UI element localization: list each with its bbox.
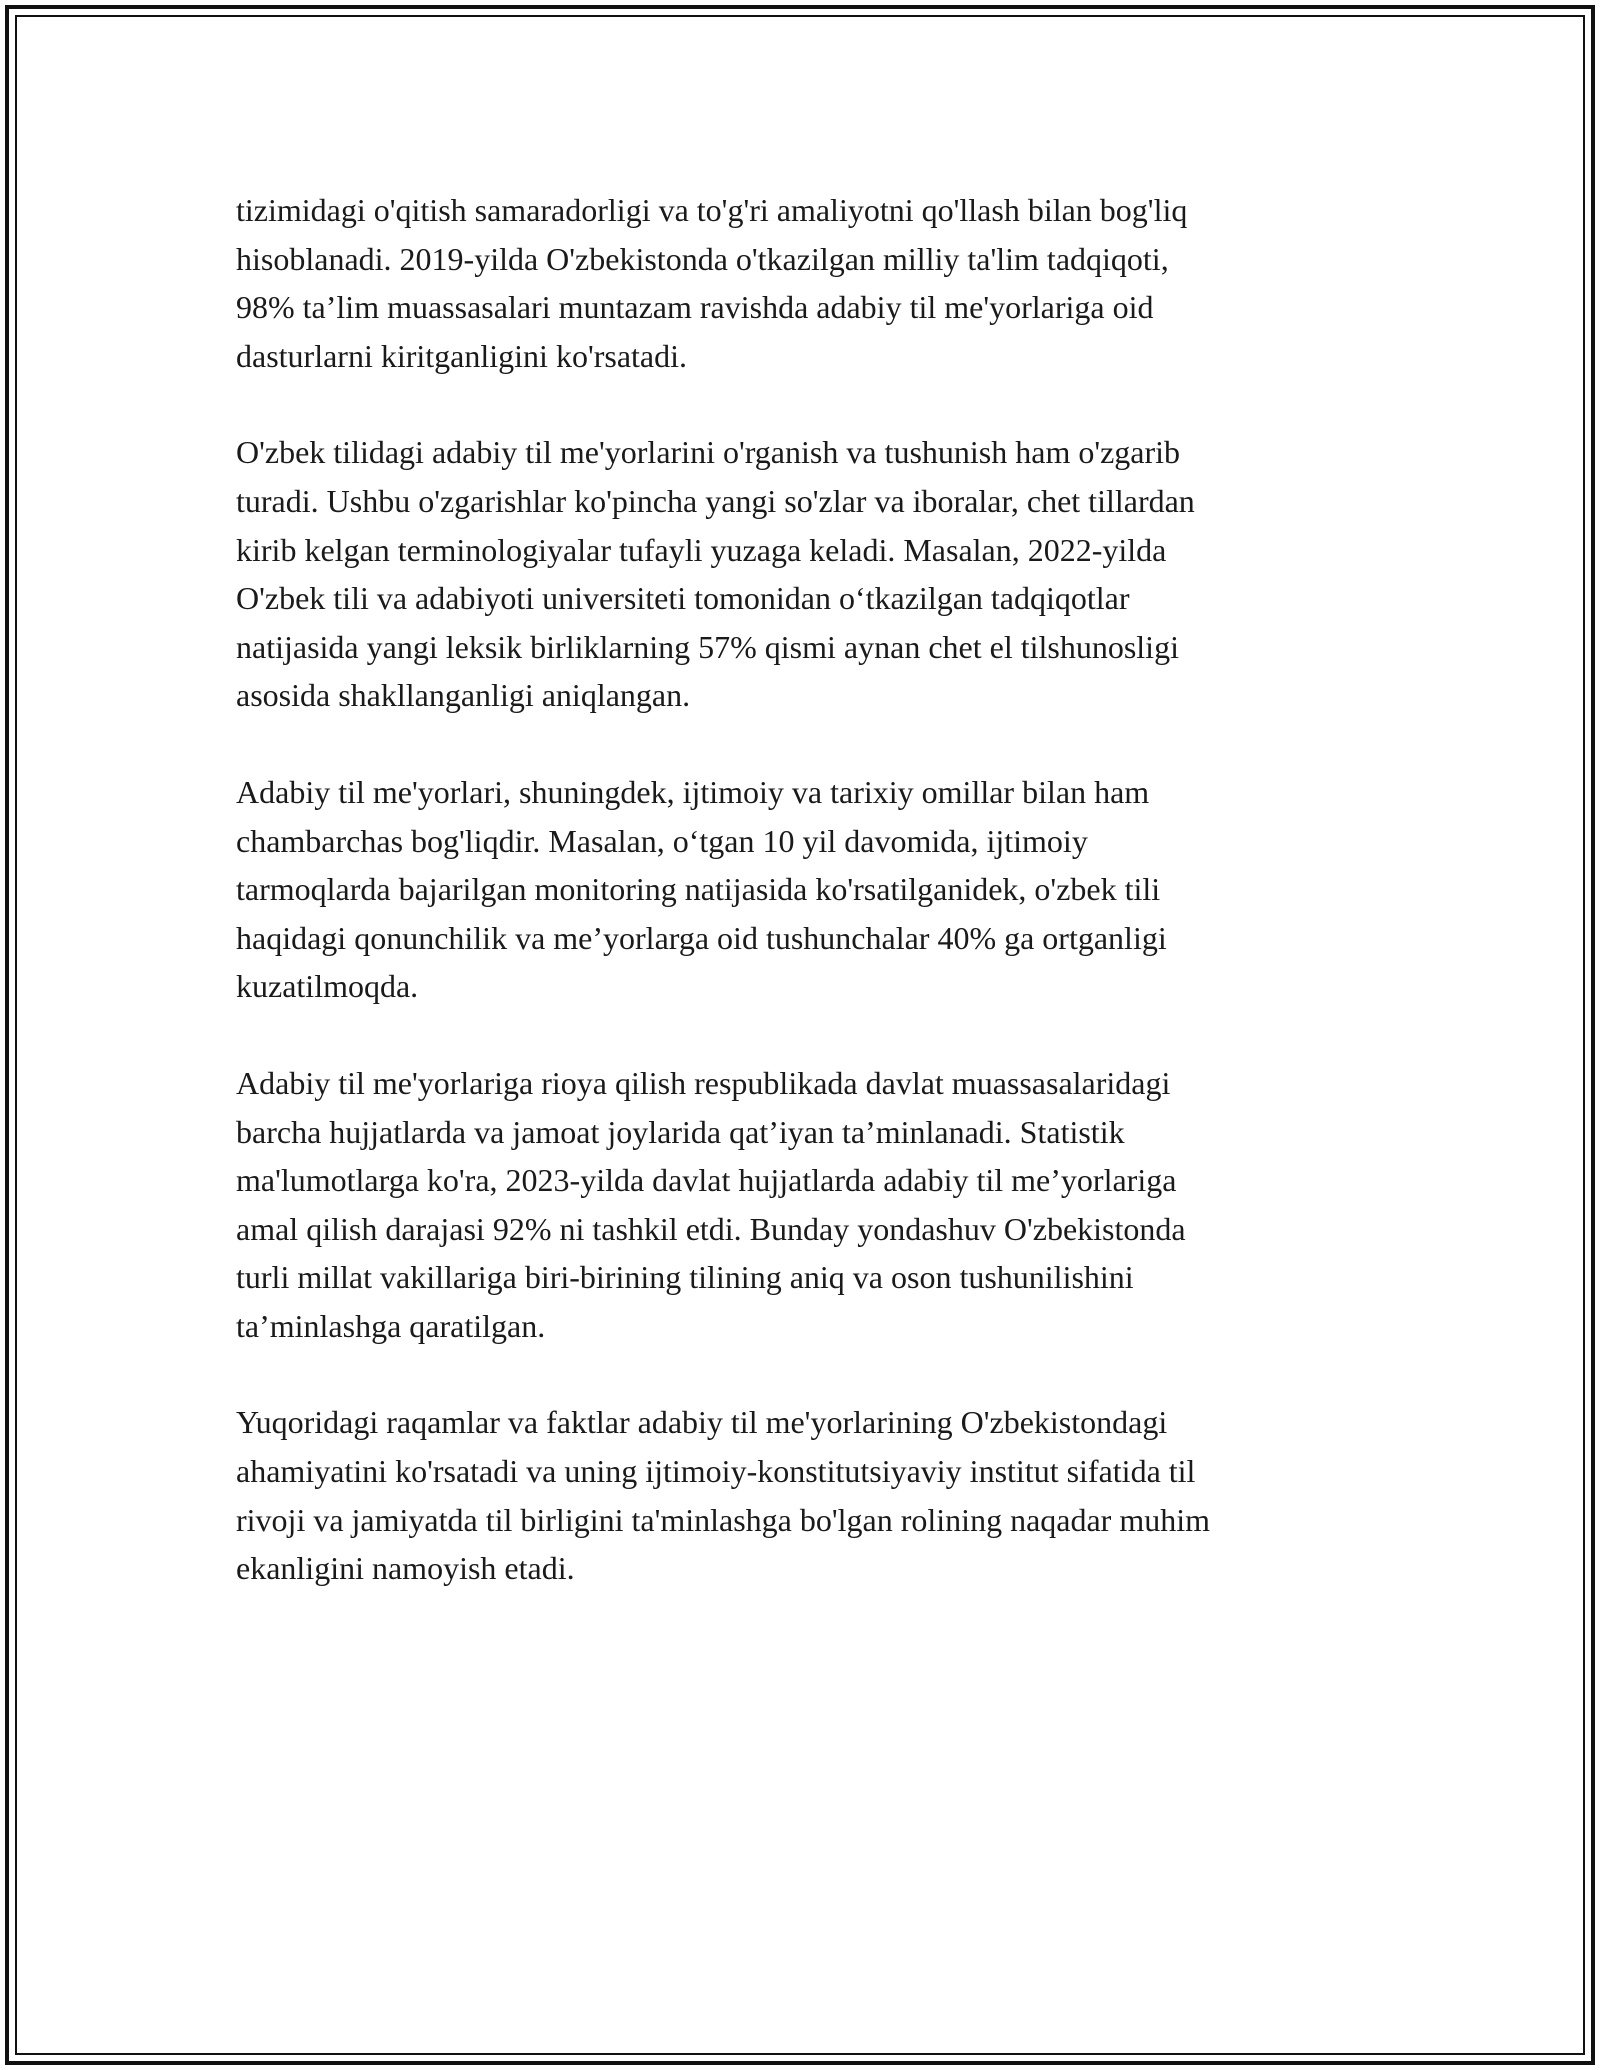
paragraph-1	[236, 186, 1376, 380]
text-line: ma'lumotlarga ko'ra, 2023-yilda davlat hujjatlarda adabiy til me’yorlariga	[236, 1162, 1177, 1199]
paragraph-5	[236, 1398, 1376, 1592]
text-line: ahamiyatini ko'rsatadi va uning ijtimoiy-konstitutsiyaviy institut sifatida til	[236, 1453, 1196, 1490]
text-line: kuzatilmoqda.	[236, 968, 419, 1005]
text-line: chambarchas bog'liqdir. Masalan, o‘tgan 10 yil davomida, ijtimoiy	[236, 822, 1088, 859]
document-body	[236, 186, 1376, 1641]
text-line: rivoji va jamiyatda til birligini ta'minlashga bo'lgan rolining naqadar muhim	[236, 1501, 1210, 1538]
text-line: O'zbek tilidagi adabiy til me'yorlarini o'rganish va tushunish ham o'zgarib	[236, 434, 1181, 471]
paragraph-2	[236, 428, 1376, 720]
text-line: O'zbek tili va adabiyoti universiteti tomonidan o‘tkazilgan tadqiqotlar	[236, 580, 1130, 617]
text-line: 98% ta’lim muassasalari muntazam ravishda adabiy til me'yorlariga oid	[236, 289, 1154, 326]
text-line: barcha hujjatlarda va jamoat joylarida qat’iyan ta’minlanadi. Statistik	[236, 1113, 1125, 1150]
text-line: Adabiy til me'yorlariga rioya qilish respublikada davlat muassasalaridagi	[236, 1064, 1171, 1101]
text-line: turadi. Ushbu o'zgarishlar ko'pincha yangi so'zlar va iboralar, chet tillardan	[236, 482, 1195, 519]
text-line: turli millat vakillariga biri-birining tilining aniq va oson tushunilishini	[236, 1259, 1134, 1296]
text-line: natijasida yangi leksik birliklarning 57% qismi aynan chet el tilshunosligi	[236, 628, 1179, 665]
text-line: hisoblanadi. 2019-yilda O'zbekistonda o'tkazilgan milliy ta'lim tadqiqoti,	[236, 240, 1169, 277]
paragraph-3	[236, 768, 1376, 1011]
text-line: tizimidagi o'qitish samaradorligi va to'g'ri amaliyotni qo'llash bilan bog'liq	[236, 192, 1188, 228]
text-line: ekanligini namoyish etadi.	[236, 1550, 575, 1587]
text-line: amal qilish darajasi 92% ni tashkil etdi. Bunday yondashuv O'zbekistonda	[236, 1210, 1186, 1247]
text-line: kirib kelgan terminologiyalar tufayli yuzaga keladi. Masalan, 2022-yilda	[236, 531, 1167, 568]
paragraph-4	[236, 1059, 1376, 1351]
text-line: asosida shakllanganligi aniqlangan.	[236, 677, 691, 714]
text-line: Yuqoridagi raqamlar va faktlar adabiy til me'yorlarining O'zbekistondagi	[236, 1404, 1168, 1441]
text-line: ta’minlashga qaratilgan.	[236, 1307, 546, 1344]
text-line: Adabiy til me'yorlari, shuningdek, ijtimoiy va tarixiy omillar bilan ham	[236, 773, 1150, 810]
text-line: tarmoqlarda bajarilgan monitoring natijasida ko'rsatilganidek, o'zbek tili	[236, 871, 1161, 908]
text-line: dasturlarni kiritganligini ko'rsatadi.	[236, 337, 687, 374]
text-line: haqidagi qonunchilik va me’yorlarga oid tushunchalar 40% ga ortganligi	[236, 919, 1167, 956]
